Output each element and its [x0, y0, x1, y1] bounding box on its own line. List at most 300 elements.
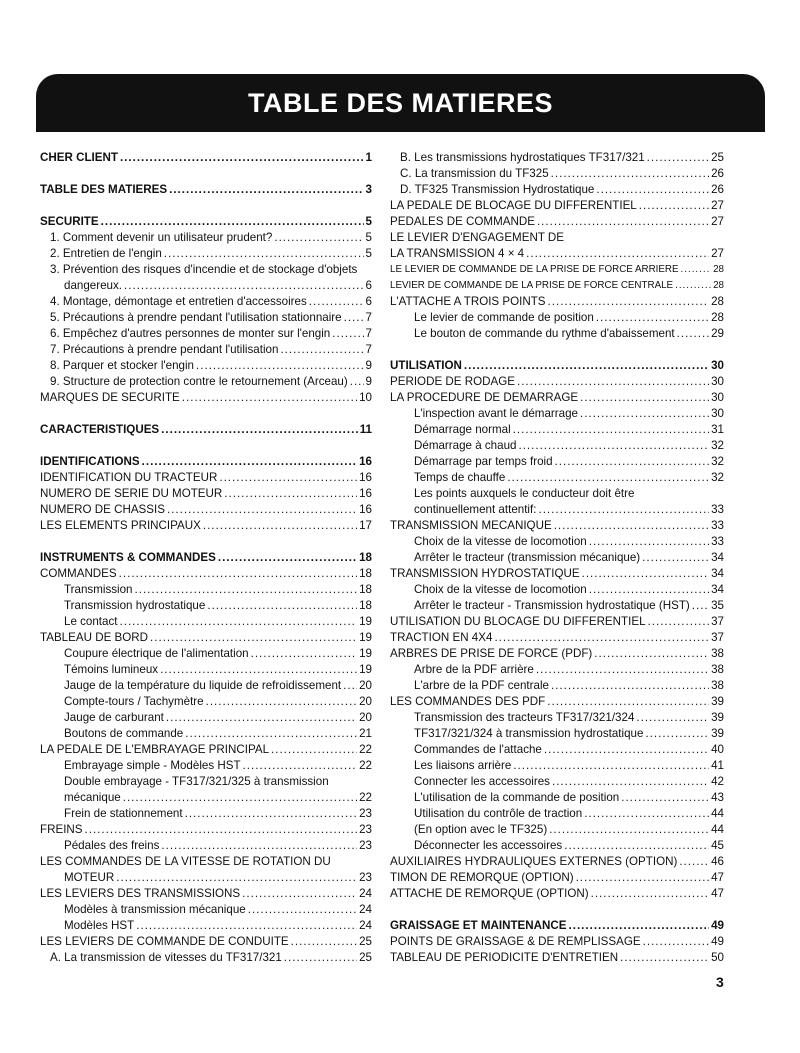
toc-entry-page: 38	[711, 679, 724, 692]
toc-entry-page: 25	[359, 935, 372, 948]
dot-leader	[284, 950, 357, 966]
toc-entry-page: 20	[359, 711, 372, 724]
toc-entry-table-des-matieres[interactable]	[40, 182, 372, 198]
toc-entry-title: Les points auxquels le conducteur doit être	[414, 487, 635, 500]
toc-entry-title: L'ATTACHE A TROIS POINTS	[390, 295, 546, 308]
toc-entry-le-bouton-de-commande-du-rythme-d-abaiss[interactable]	[390, 326, 724, 342]
toc-entry-embrayage-simple-modeles-hst[interactable]	[40, 758, 372, 774]
dot-leader	[464, 358, 709, 374]
toc-entry-le-contact[interactable]	[40, 614, 372, 630]
dot-leader	[182, 390, 357, 406]
toc-entry-page: 28	[713, 280, 724, 291]
toc-entry-les-commandes-des-pdf[interactable]	[390, 694, 724, 710]
toc-entry-page: 16	[359, 487, 372, 500]
toc-entry-title: TABLEAU DE PERIODICITE D'ENTRETIEN	[390, 951, 619, 964]
toc-entry-title: TIMON DE REMORQUE (OPTION)	[390, 871, 574, 884]
dot-leader	[642, 550, 709, 566]
toc-entry-numero-de-serie-du-moteur[interactable]	[40, 486, 372, 502]
toc-entry-traction-en-4x4[interactable]	[390, 630, 724, 646]
toc-entry-arbres-de-prise-de-force-pdf[interactable]	[390, 646, 724, 662]
dot-leader	[645, 726, 709, 742]
toc-entry-title: Jauge de la température du liquide de refroidissement	[64, 679, 342, 692]
dot-leader	[551, 678, 709, 694]
toc-entry-title: LES COMMANDES DE LA VITESSE DE ROTATION DU	[40, 855, 331, 868]
toc-entry-title: Commandes de l'attache	[414, 743, 542, 756]
dot-leader	[343, 678, 357, 694]
dot-leader	[580, 390, 709, 406]
toc-entry-page: 1	[365, 151, 372, 164]
toc-entry-utilisation-du-blocage-du-differentiel[interactable]	[390, 614, 724, 630]
toc-entry-6-empechez-d-autres-personnes-de-monter-[interactable]	[40, 326, 372, 342]
dot-leader	[243, 758, 358, 774]
dot-leader	[207, 598, 357, 614]
toc-entry-title: Utilisation du contrôle de traction	[414, 807, 583, 820]
toc-entry-timon-de-remorque-option[interactable]	[390, 870, 724, 886]
toc-entry-identification-du-tracteur[interactable]	[40, 470, 372, 486]
toc-entry-title: GRAISSAGE ET MAINTENANCE	[390, 919, 567, 932]
toc-entry-title: FREINS	[40, 823, 83, 836]
toc-entry-page: 37	[711, 631, 724, 644]
dot-leader	[596, 310, 709, 326]
toc-entry-levier-de-commande-de-la-prise-de-force-[interactable]	[390, 278, 724, 294]
toc-entry-title: Embrayage simple - Modèles HST	[64, 759, 241, 772]
toc-entry-page: 22	[359, 759, 372, 772]
toc-entry-title: TABLE DES MATIERES	[40, 183, 168, 196]
toc-entry-page: 19	[359, 631, 372, 644]
toc-entry-tableau-de-periodicite-d-entretien[interactable]	[390, 950, 724, 966]
toc-entry-page: 9	[365, 359, 372, 372]
toc-entry-les-elements-principaux[interactable]	[40, 518, 372, 534]
toc-entry-title: IDENTIFICATIONS	[40, 455, 140, 468]
toc-entry-title: NUMERO DE SERIE DU MOTEUR	[40, 487, 223, 500]
toc-entry-page: 41	[711, 759, 724, 772]
toc-entry-title: L'arbre de la PDF centrale	[414, 679, 549, 692]
toc-entry-page: 5	[365, 247, 372, 260]
toc-entry-page: 7	[365, 343, 372, 356]
toc-entry-page: 42	[711, 775, 724, 788]
toc-entry-dangereux[interactable]	[40, 278, 372, 294]
toc-entry-title: LES LEVIERS DES TRANSMISSIONS	[40, 887, 241, 900]
toc-entry-page: 39	[711, 695, 724, 708]
toc-entry-le-levier-de-commande-de-position[interactable]	[390, 310, 724, 326]
toc-entry-page: 22	[359, 791, 372, 804]
dot-leader	[675, 278, 711, 294]
toc-entry-page: 44	[711, 823, 724, 836]
toc-entry-title: PEDALES DE COMMANDE	[390, 215, 535, 228]
dot-leader	[594, 646, 709, 662]
toc-entry-page: 30	[711, 407, 724, 420]
toc-entry-la-procedure-de-demarrage[interactable]	[390, 390, 724, 406]
toc-entry-page: 20	[359, 695, 372, 708]
toc-entry-commandes[interactable]	[40, 566, 372, 582]
dot-leader	[517, 374, 709, 390]
toc-entry-securite[interactable]	[40, 214, 372, 230]
toc-entry-modeles-a-transmission-mecanique[interactable]	[40, 902, 372, 918]
toc-entry-title: TRANSMISSION MECANIQUE	[390, 519, 552, 532]
toc-entry-auxiliaires-hydrauliques-externes-option[interactable]	[390, 854, 724, 870]
dot-leader	[536, 662, 709, 678]
toc-entry-l-attache-a-trois-points[interactable]	[390, 294, 724, 310]
toc-entry-coupure-electrique-de-l-alimentation[interactable]	[40, 646, 372, 662]
dot-leader	[564, 838, 709, 854]
toc-entry-page: 26	[711, 167, 724, 180]
toc-entry-title: COMMANDES	[40, 567, 117, 580]
dot-leader	[544, 742, 709, 758]
toc-entry-page: 34	[711, 551, 724, 564]
toc-entry-3-prevention-des-risques-d-incendie-et-d[interactable]	[40, 262, 372, 278]
toc-entry-title: Démarrage à chaud	[414, 439, 517, 452]
toc-entry-deconnecter-les-accessoires[interactable]	[390, 838, 724, 854]
toc-entry-title: IDENTIFICATION DU TRACTEUR	[40, 471, 218, 484]
toc-entry-title: NUMERO DE CHASSIS	[40, 503, 165, 516]
toc-entry-temoins-lumineux[interactable]	[40, 662, 372, 678]
dot-leader	[248, 902, 357, 918]
toc-entry-title: 8. Parquer et stocker l'engin	[50, 359, 194, 372]
toc-entry-page: 6	[365, 279, 372, 292]
toc-entry-page: 18	[359, 567, 372, 580]
toc-entry-les-leviers-des-transmissions[interactable]	[40, 886, 372, 902]
toc-entry-title: A. La transmission de vitesses du TF317/321	[50, 951, 282, 964]
toc-entry-utilisation-du-controle-de-traction[interactable]	[390, 806, 724, 822]
toc-entry-title: Arrêter le tracteur (transmission mécanique)	[414, 551, 641, 564]
toc-entry-title: LE LEVIER D'ENGAGEMENT DE	[390, 231, 565, 244]
toc-entry-transmission-mecanique[interactable]	[390, 518, 724, 534]
toc-entry-c-la-transmission-du-tf325[interactable]	[390, 166, 724, 182]
dot-leader	[142, 454, 357, 470]
dot-leader	[513, 422, 709, 438]
toc-entry-page: 50	[711, 951, 724, 964]
dot-leader	[167, 502, 357, 518]
toc-entry-title: LE LEVIER DE COMMANDE DE LA PRISE DE FORCE ARRIERE	[390, 264, 679, 275]
toc-entry-la-pedale-de-blocage-du-differentiel[interactable]	[390, 198, 724, 214]
section-gap	[40, 534, 372, 550]
toc-entry-title: 2. Entretien de l'engin	[50, 247, 162, 260]
toc-entry-page: 19	[359, 615, 372, 628]
dot-leader	[537, 214, 709, 230]
toc-entry-title: LES LEVIERS DE COMMANDE DE CONDUITE	[40, 935, 289, 948]
toc-entry-page: 27	[711, 247, 724, 260]
toc-entry-transmission[interactable]	[40, 582, 372, 598]
toc-entry-moteur[interactable]	[40, 870, 372, 886]
toc-entry-title: L'utilisation de la commande de position	[414, 791, 620, 804]
toc-entry-title: Modèles HST	[64, 919, 135, 932]
toc-entry-title: CARACTERISTIQUES	[40, 423, 160, 436]
toc-entry-tableau-de-bord[interactable]	[40, 630, 372, 646]
toc-entry-page: 26	[711, 183, 724, 196]
toc-entry-page: 19	[359, 647, 372, 660]
dot-leader	[552, 774, 709, 790]
toc-entry-attache-de-remorque-option[interactable]	[390, 886, 724, 902]
dot-leader	[549, 822, 709, 838]
toc-entry-compte-tours-tachymetre[interactable]	[40, 694, 372, 710]
toc-entry-title: Le levier de commande de position	[414, 311, 594, 324]
dot-leader	[185, 806, 358, 822]
toc-entry-title: POINTS DE GRAISSAGE & DE REMPLISSAGE	[390, 935, 641, 948]
toc-entry-title: LEVIER DE COMMANDE DE LA PRISE DE FORCE CENTRALE	[390, 280, 674, 291]
toc-entry-l-arbre-de-la-pdf-centrale[interactable]	[390, 678, 724, 694]
page-title: TABLE DES MATIERES	[247, 87, 553, 118]
toc-entry-title: AUXILIAIRES HYDRAULIQUES EXTERNES (OPTION)	[390, 855, 678, 868]
toc-entry-title: LA PEDALE DE BLOCAGE DU DIFFERENTIEL	[390, 199, 637, 212]
toc-entry-choix-de-la-vitesse-de-locomotion[interactable]	[390, 534, 724, 550]
toc-entry-title: Jauge de carburant	[64, 711, 164, 724]
toc-entry-page: 5	[365, 215, 372, 228]
toc-entry-title: Transmission hydrostatique	[64, 599, 206, 612]
toc-entry-title: Transmission des tracteurs TF317/321/324	[414, 711, 635, 724]
toc-entry-4-montage-demontage-et-entretien-d-acces[interactable]	[40, 294, 372, 310]
dot-leader	[161, 422, 358, 438]
toc-entry-page: 35	[711, 599, 724, 612]
dot-leader	[621, 790, 709, 806]
toc-entry-connecter-les-accessoires[interactable]	[390, 774, 724, 790]
toc-entry-identifications[interactable]	[40, 454, 372, 470]
toc-entry-graissage-et-maintenance[interactable]	[390, 918, 724, 934]
toc-entry-numero-de-chassis[interactable]	[40, 502, 372, 518]
toc-entry-les-liaisons-arriere[interactable]	[390, 758, 724, 774]
section-gap	[390, 902, 724, 918]
toc-entry-page: 47	[711, 871, 724, 884]
toc-entry-page: 16	[359, 455, 372, 468]
dot-leader	[582, 566, 710, 582]
dot-leader	[160, 662, 357, 678]
toc-entry-page: 18	[359, 583, 372, 596]
dot-leader	[589, 582, 709, 598]
dot-leader	[647, 150, 709, 166]
toc-entry-title: ARBRES DE PRISE DE FORCE (PDF)	[390, 647, 593, 660]
toc-entry-page: 25	[359, 951, 372, 964]
toc-entry-title: dangereux.	[64, 279, 123, 292]
toc-entry-en-option-avec-le-tf325[interactable]	[390, 822, 724, 838]
toc-entry-freins[interactable]	[40, 822, 372, 838]
toc-entry-page: 28	[711, 295, 724, 308]
toc-entry-5-precautions-a-prendre-pendant-l-utilis[interactable]	[40, 310, 372, 326]
toc-entry-8-parquer-et-stocker-l-engin[interactable]	[40, 358, 372, 374]
toc-entry-title: Boutons de commande	[64, 727, 184, 740]
toc-entry-page: 11	[359, 423, 372, 436]
toc-entry-double-embrayage-tf317-321-325-a-transmi[interactable]	[40, 774, 372, 790]
toc-entry-le-levier-d-engagement-de[interactable]	[390, 230, 724, 246]
dot-leader	[591, 886, 709, 902]
toc-entry-boutons-de-commande[interactable]	[40, 726, 372, 742]
toc-entry-page: 27	[711, 199, 724, 212]
toc-entry-frein-de-stationnement[interactable]	[40, 806, 372, 822]
toc-entry-commandes-de-l-attache[interactable]	[390, 742, 724, 758]
toc-entry-les-points-auxquels-le-conducteur-doit-e[interactable]	[390, 486, 724, 502]
toc-entry-transmission-des-tracteurs-tf317-321-324[interactable]	[390, 710, 724, 726]
dot-leader	[274, 230, 363, 246]
toc-entry-utilisation[interactable]	[390, 358, 724, 374]
dot-leader	[596, 182, 709, 198]
toc-right-column	[390, 150, 724, 966]
dot-leader	[332, 326, 363, 342]
dot-leader	[548, 294, 710, 310]
toc-entry-page: 23	[359, 807, 372, 820]
toc-entry-title: Connecter les accessoires	[414, 775, 550, 788]
dot-leader	[219, 470, 357, 486]
dot-leader	[119, 566, 357, 582]
toc-entry-title: B. Les transmissions hydrostatiques TF317/321	[400, 151, 645, 164]
toc-entry-page: 34	[711, 583, 724, 596]
toc-entry-title: C. La transmission du TF325	[400, 167, 549, 180]
toc-entry-title: Démarrage par temps froid	[414, 455, 553, 468]
toc-entry-pedales-des-freins[interactable]	[40, 838, 372, 854]
dot-leader	[150, 630, 357, 646]
dot-leader	[513, 758, 709, 774]
toc-entry-title: (En option avec le TF325)	[414, 823, 548, 836]
toc-entry-page: 27	[711, 215, 724, 228]
toc-entry-title: D. TF325 Transmission Hydrostatique	[400, 183, 595, 196]
toc-entry-les-leviers-de-commande-de-conduite[interactable]	[40, 934, 372, 950]
toc-entry-title: Pédales des freins	[64, 839, 160, 852]
toc-entry-page: 47	[711, 887, 724, 900]
section-gap	[40, 406, 372, 422]
toc-entry-temps-de-chauffe[interactable]	[390, 470, 724, 486]
toc-entry-page: 34	[711, 567, 724, 580]
dot-leader	[271, 742, 357, 758]
toc-entry-page: 32	[711, 471, 724, 484]
toc-entry-title: UTILISATION DU BLOCAGE DU DIFFERENTIEL	[390, 615, 646, 628]
toc-entry-arreter-le-tracteur-transmission-hydrost[interactable]	[390, 598, 724, 614]
dot-leader	[161, 838, 357, 854]
toc-entry-a-la-transmission-de-vitesses-du-tf317-3[interactable]	[40, 950, 372, 966]
toc-entry-instruments-commandes[interactable]	[40, 550, 372, 566]
toc-entry-page: 23	[359, 871, 372, 884]
toc-entry-7-precautions-a-prendre-pendant-l-utilis[interactable]	[40, 342, 372, 358]
toc-entry-page: 19	[359, 663, 372, 676]
toc-entry-demarrage-par-temps-froid[interactable]	[390, 454, 724, 470]
dot-leader	[224, 486, 357, 502]
toc-entry-page: 28	[713, 264, 724, 275]
toc-entry-title: Choix de la vitesse de locomotion	[414, 583, 587, 596]
toc-entry-page: 32	[711, 439, 724, 452]
toc-entry-page: 33	[711, 519, 724, 532]
toc-entry-title: Choix de la vitesse de locomotion	[414, 535, 587, 548]
dot-leader	[584, 806, 709, 822]
toc-entry-1-comment-devenir-un-utilisateur-prudent[interactable]	[40, 230, 372, 246]
dot-leader	[589, 534, 709, 550]
toc-entry-title: Frein de stationnement	[64, 807, 183, 820]
toc-entry-arreter-le-tracteur-transmission-mecaniq[interactable]	[390, 550, 724, 566]
dot-leader	[648, 614, 710, 630]
toc-entry-mecanique[interactable]	[40, 790, 372, 806]
toc-entry-page: 40	[711, 743, 724, 756]
section-gap	[390, 342, 724, 358]
title-banner	[36, 74, 765, 132]
toc-entry-la-pedale-de-l-embrayage-principal[interactable]	[40, 742, 372, 758]
toc-entry-les-commandes-de-la-vitesse-de-rotation-[interactable]	[40, 854, 372, 870]
toc-entry-2-entretien-de-l-engin[interactable]	[40, 246, 372, 262]
toc-entry-le-levier-de-commande-de-la-prise-de-for[interactable]	[390, 262, 724, 278]
toc-entry-points-de-graissage-de-remplissage[interactable]	[390, 934, 724, 950]
toc-entry-title: Le contact	[64, 615, 118, 628]
toc-entry-title: ATTACHE DE REMORQUE (OPTION)	[390, 887, 589, 900]
toc-entry-page: 24	[359, 903, 372, 916]
toc-entry-modeles-hst[interactable]	[40, 918, 372, 934]
toc-entry-pedales-de-commande[interactable]	[390, 214, 724, 230]
toc-entry-page: 29	[711, 327, 724, 340]
toc-entry-transmission-hydrostatique[interactable]	[390, 566, 724, 582]
dot-leader	[551, 166, 709, 182]
toc-entry-page: 30	[711, 391, 724, 404]
toc-entry-periode-de-rodage[interactable]	[390, 374, 724, 390]
toc-entry-page: 38	[711, 647, 724, 660]
toc-entry-page: 21	[359, 727, 372, 740]
toc-entry-page: 38	[711, 663, 724, 676]
dot-leader	[639, 198, 709, 214]
toc-entry-page: 44	[711, 807, 724, 820]
toc-entry-jauge-de-la-temperature-du-liquide-de-re[interactable]	[40, 678, 372, 694]
dot-leader	[692, 598, 709, 614]
dot-leader	[123, 790, 357, 806]
toc-entry-page: 33	[711, 535, 724, 548]
dot-leader	[166, 710, 357, 726]
dot-leader	[518, 438, 709, 454]
toc-entry-9-structure-de-protection-contre-le-reto[interactable]	[40, 374, 372, 390]
toc-entry-page: 7	[365, 311, 372, 324]
toc-entry-demarrage-normal[interactable]	[390, 422, 724, 438]
dot-leader	[344, 310, 364, 326]
toc-entry-page: 3	[365, 183, 372, 196]
toc-entry-page: 30	[711, 375, 724, 388]
dot-leader	[636, 710, 709, 726]
dot-leader	[494, 630, 709, 646]
toc-entry-title: 7. Précautions à prendre pendant l'utilisation	[50, 343, 279, 356]
toc-entry-title: Transmission	[64, 583, 133, 596]
toc-entry-title: LA PEDALE DE L'EMBRAYAGE PRINCIPAL	[40, 743, 270, 756]
toc-entry-choix-de-la-vitesse-de-locomotion[interactable]	[390, 582, 724, 598]
toc-entry-arbre-de-la-pdf-arriere[interactable]	[390, 662, 724, 678]
toc-entry-page: 31	[711, 423, 724, 436]
toc-entry-demarrage-a-chaud[interactable]	[390, 438, 724, 454]
toc-entry-title: mécanique	[64, 791, 121, 804]
toc-entry-b-les-transmissions-hydrostatiques-tf317[interactable]	[390, 150, 724, 166]
dot-leader	[681, 262, 712, 278]
dot-leader	[185, 726, 357, 742]
toc-entry-page: 16	[359, 471, 372, 484]
toc-entry-title: 9. Structure de protection contre le retournement (Arceau)	[50, 375, 348, 388]
toc-entry-title: 6. Empêchez d'autres personnes de monter sur l'engin	[50, 327, 331, 340]
dot-leader	[554, 518, 709, 534]
toc-entry-page: 45	[711, 839, 724, 852]
dot-leader	[620, 950, 709, 966]
toc-entry-page: 23	[359, 823, 372, 836]
toc-entry-page: 24	[359, 887, 372, 900]
toc-entry-page: 9	[365, 375, 372, 388]
toc-entry-page: 37	[711, 615, 724, 628]
toc-entry-caracteristiques[interactable]	[40, 422, 372, 438]
toc-entry-l-utilisation-de-la-commande-de-position[interactable]	[390, 790, 724, 806]
toc-entry-la-transmission-4-4[interactable]	[390, 246, 724, 262]
toc-entry-cher-client[interactable]	[40, 150, 372, 166]
toc-entry-page: 24	[359, 919, 372, 932]
toc-entry-page: 39	[711, 711, 724, 724]
toc-entry-marques-de-securite[interactable]	[40, 390, 372, 406]
toc-entry-transmission-hydrostatique[interactable]	[40, 598, 372, 614]
toc-entry-title: Arbre de la PDF arrière	[414, 663, 534, 676]
toc-entry-l-inspection-avant-le-demarrage[interactable]	[390, 406, 724, 422]
toc-entry-d-tf325-transmission-hydrostatique[interactable]	[390, 182, 724, 198]
dot-leader	[196, 358, 364, 374]
dot-leader	[169, 182, 363, 198]
toc-entry-title: Double embrayage - TF317/321/325 à transmission	[64, 775, 329, 788]
toc-entry-tf317-321-324-a-transmission-hydrostatiq[interactable]	[390, 726, 724, 742]
toc-entry-continuellement-attentif[interactable]	[390, 502, 724, 518]
toc-entry-title: 5. Précautions à prendre pendant l'utilisation stationnaire	[50, 311, 342, 324]
toc-entry-title: LES COMMANDES DES PDF	[390, 695, 546, 708]
toc-entry-page: 5	[365, 231, 372, 244]
toc-entry-jauge-de-carburant[interactable]	[40, 710, 372, 726]
dot-leader	[576, 870, 710, 886]
